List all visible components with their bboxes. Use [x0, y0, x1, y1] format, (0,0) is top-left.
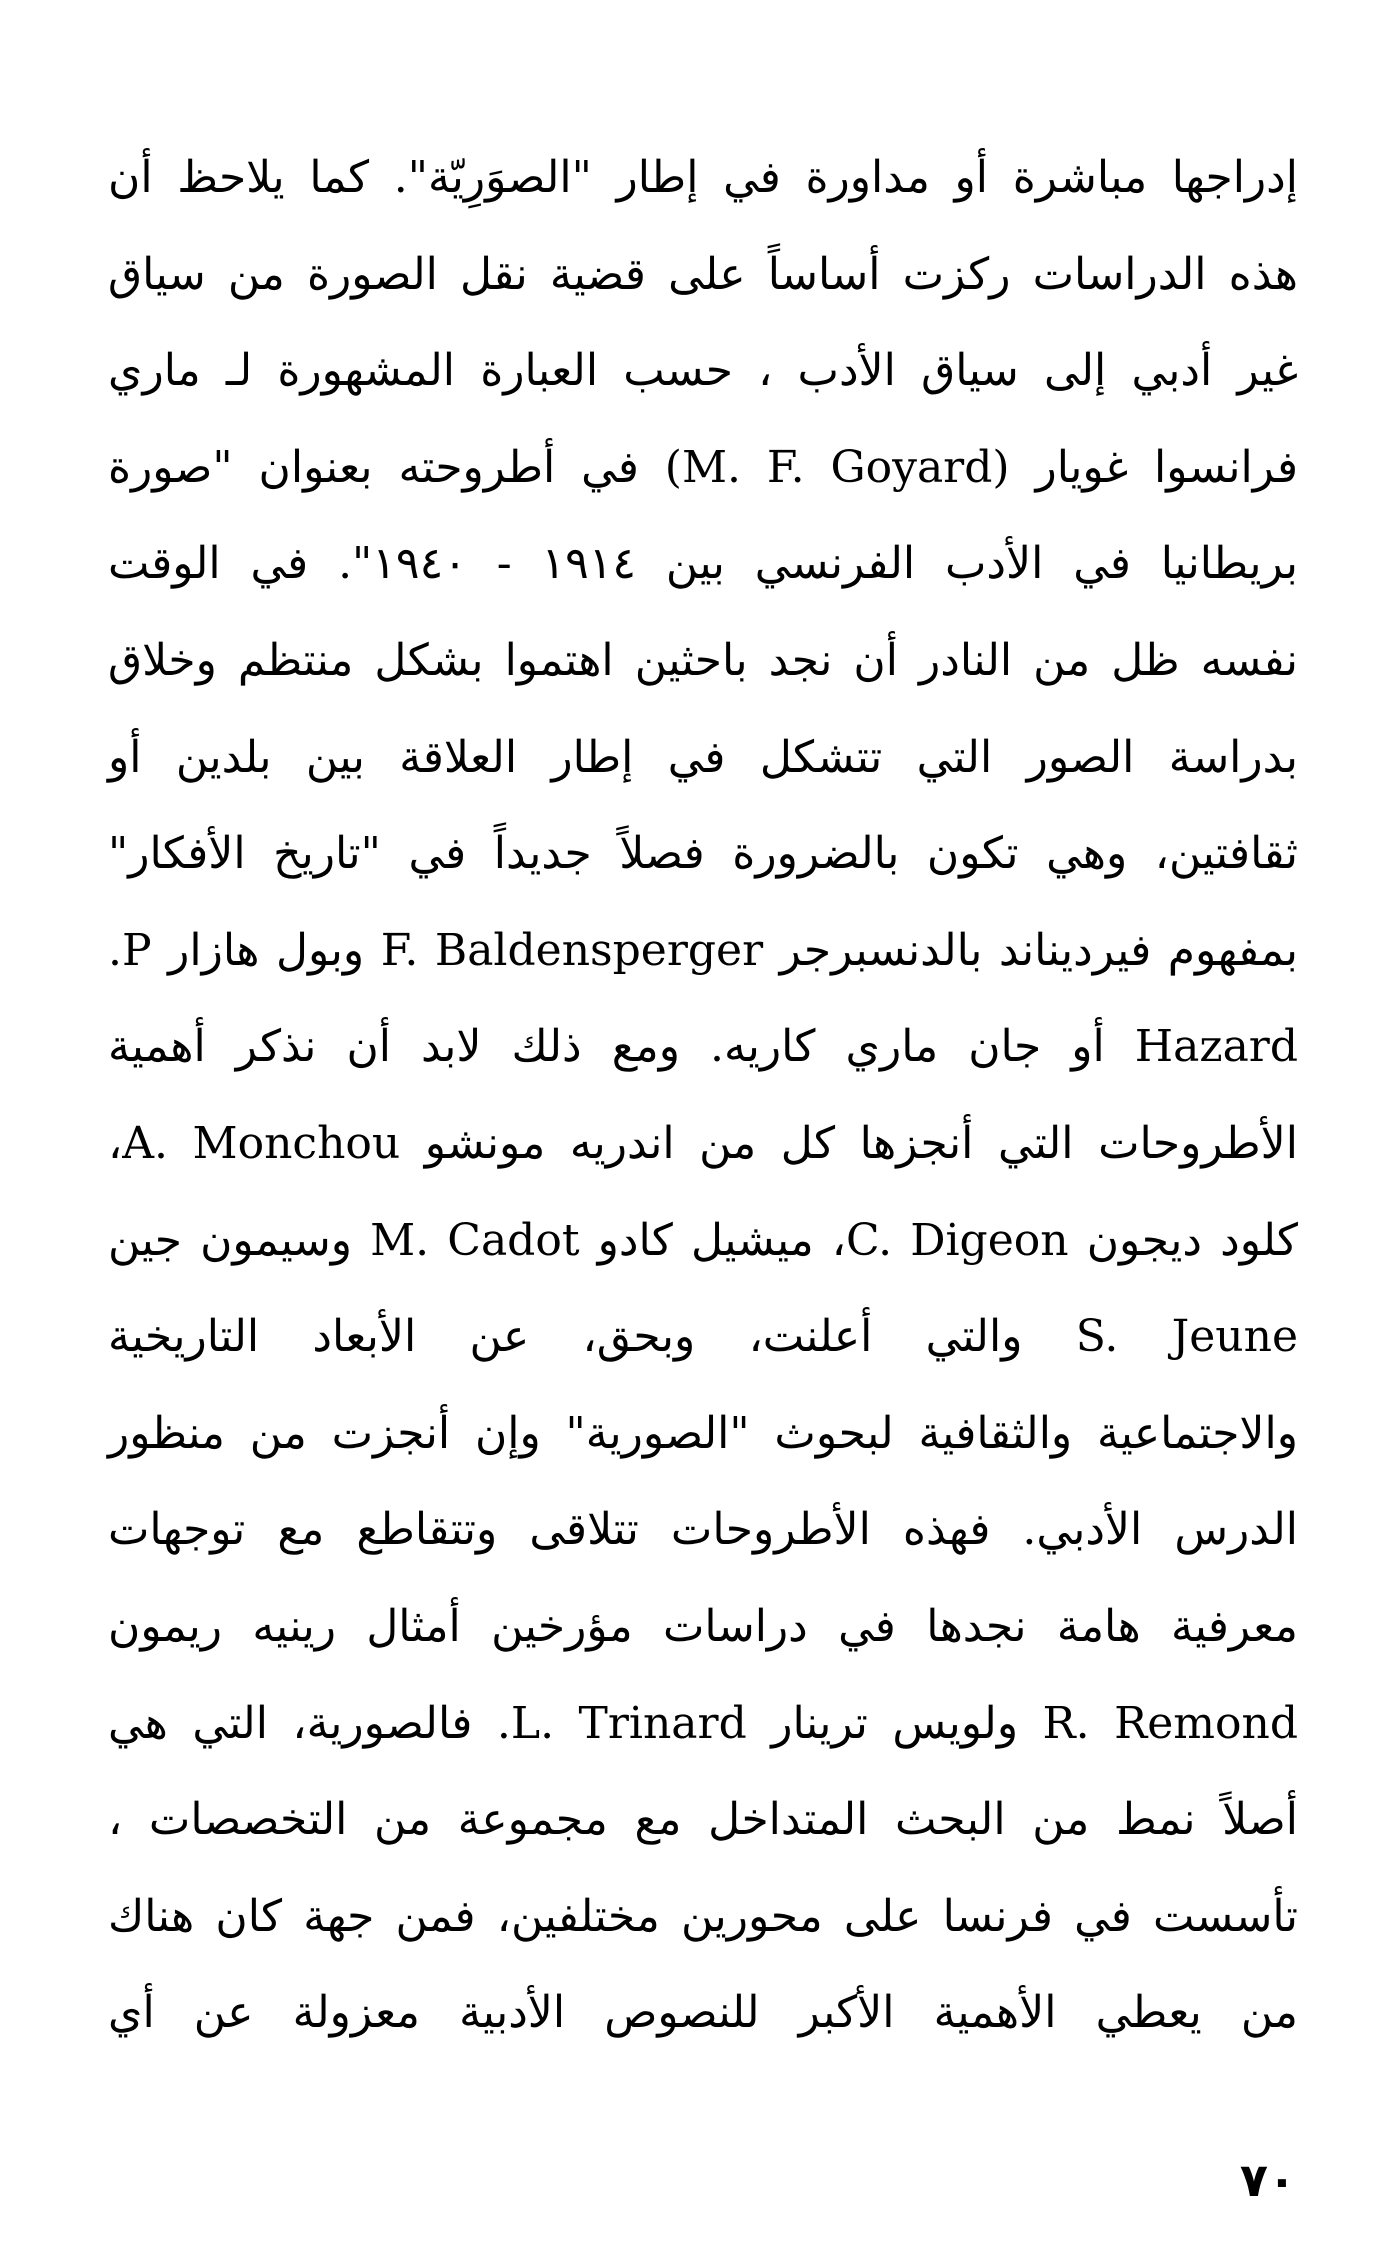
- text-line-11: الأطروحات التي أنجزها كل من اندريه مونشو A. Monchou،: [108, 1117, 1298, 1169]
- text-line-6: نفسه ظل من النادر أن نجد باحثين اهتموا بشكل منتظم وخلاق: [108, 634, 1298, 686]
- text-line-9: بمفهوم فيرديناند بالدنسبرجر F. Baldensperger وبول هازار P.: [108, 924, 1298, 976]
- text-line-20: من يعطي الأهمية الأكبر للنصوص الأدبية معزولة عن أي: [108, 1987, 1298, 2039]
- text-line-15: الدرس الأدبي. فهذه الأطروحات تتلاقى وتتقاطع مع توجهات: [108, 1504, 1298, 1556]
- text-line-4: فرانسوا غويار (M. F. Goyard) في أطروحته بعنوان "صورة: [108, 441, 1298, 493]
- text-line-16: معرفية هامة نجدها في دراسات مؤرخين أمثال رينيه ريمون: [108, 1600, 1298, 1652]
- text-line-2: هذه الدراسات ركزت أساساً على قضية نقل الصورة من سياق: [108, 248, 1298, 300]
- text-line-12: كلود ديجون C. Digeon، ميشيل كادو M. Cadot وسيمون جين: [108, 1214, 1298, 1266]
- text-line-3: غير أدبي إلى سياق الأدب ، حسب العبارة المشهورة لـ ماري: [108, 345, 1298, 397]
- text-line-17: R. Remond ولويس ترينار L. Trinard. فالصورية، التي هي: [108, 1697, 1299, 1749]
- text-line-19: تأسست في فرنسا على محورين مختلفين، فمن جهة كان هناك: [108, 1890, 1298, 1942]
- page-number: ٧٠: [1239, 2153, 1296, 2207]
- text-line-5: بريطانيا في الأدب الفرنسي بين ١٩١٤ - ١٩٤٠". في الوقت: [108, 538, 1298, 590]
- text-line-14: والاجتماعية والثقافية لبحوث "الصورية" وإن أنجزت من منظور: [108, 1407, 1298, 1459]
- text-line-18: أصلاً نمط من البحث المتداخل مع مجموعة من التخصصات ،: [108, 1794, 1298, 1846]
- text-line-1: إدراجها مباشرة أو مداورة في إطار "الصوَرِيّة". كما يلاحظ أن: [108, 152, 1298, 203]
- text-line-10: Hazard أو جان ماري كاريه. ومع ذلك لابد أن نذكر أهمية: [108, 1021, 1298, 1073]
- text-line-7: بدراسة الصور التي تتشكل في إطار العلاقة بين بلدين أو: [108, 731, 1298, 783]
- text-line-8: ثقافتين، وهي تكون بالضرورة فصلاً جديداً في "تاريخ الأفكار": [108, 828, 1298, 880]
- body-text: [108, 130, 1298, 2062]
- text-line-13: S. Jeune والتي أعلنت، وبحق، عن الأبعاد التاريخية: [108, 1311, 1298, 1363]
